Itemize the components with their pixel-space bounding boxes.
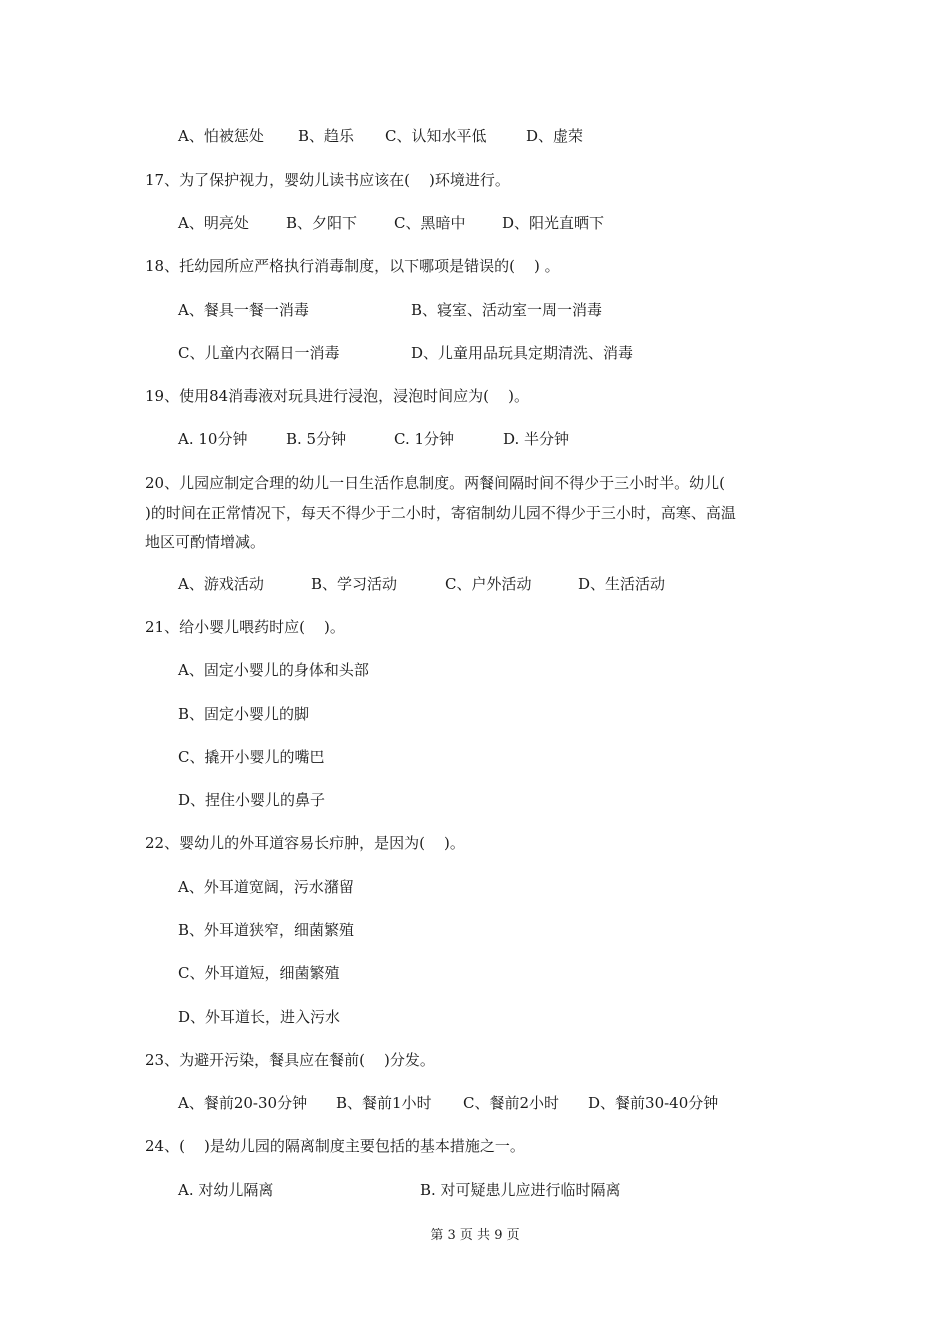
q23-stem: 23、为避开污染，餐具应在餐前( )分发。 [145,1051,435,1069]
q20-stem-line-2: )的时间在正常情况下，每天不得少于二小时，寄宿制幼儿园不得少于三小时，高寒、高温 [145,504,736,522]
q23-option-b: B、餐前1小时 [336,1094,432,1112]
q16-option-c: C、认知水平低 [385,127,487,145]
q21-option-d: D、捏住小婴儿的鼻子 [178,791,326,809]
q16-option-d: D、虚荣 [526,127,584,145]
q17-option-c: C、黑暗中 [394,214,466,232]
q21-option-a: A、固定小婴儿的身体和头部 [178,661,369,679]
q19-option-b: B. 5分钟 [286,430,347,448]
q20-stem-line-3: 地区可酌情增减。 [145,533,266,551]
q22-option-d: D、外耳道长，进入污水 [178,1008,341,1026]
q24-option-b: B. 对可疑患儿应进行临时隔离 [420,1181,621,1199]
q23-option-c: C、餐前2小时 [463,1094,560,1112]
q22-option-c: C、外耳道短，细菌繁殖 [178,964,340,982]
q16-option-b: B、趋乐 [298,127,355,145]
q20-option-c: C、户外活动 [445,575,532,593]
q17-stem: 17、为了保护视力，婴幼儿读书应该在( )环境进行。 [145,171,510,189]
q21-stem: 21、给小婴儿喂药时应( )。 [145,618,345,636]
q24-stem: 24、( )是幼儿园的隔离制度主要包括的基本措施之一。 [145,1137,525,1155]
q22-option-a: A、外耳道宽阔，污水潴留 [178,878,354,896]
q18-option-d: D、儿童用品玩具定期清洗、消毒 [411,344,634,362]
q19-option-a: A. 10分钟 [178,430,248,448]
q18-option-a: A、餐具一餐一消毒 [178,301,309,319]
q23-option-a: A、餐前20-30分钟 [178,1094,308,1112]
q22-option-b: B、外耳道狭窄，细菌繁殖 [178,921,355,939]
q21-option-c: C、撬开小婴儿的嘴巴 [178,748,325,766]
q19-stem: 19、使用84消毒液对玩具进行浸泡，浸泡时间应为( )。 [145,387,529,405]
q20-stem-line-1: 20、儿园应制定合理的幼儿一日生活作息制度。两餐间隔时间不得少于三小时半。幼儿( [145,474,725,492]
q18-stem: 18、托幼园所应严格执行消毒制度，以下哪项是错误的( ) 。 [145,257,560,275]
q22-stem: 22、婴幼儿的外耳道容易长疖肿，是因为( )。 [145,834,465,852]
q23-option-d: D、餐前30-40分钟 [588,1094,719,1112]
q17-option-d: D、阳光直晒下 [502,214,605,232]
q17-option-a: A、明亮处 [178,214,249,232]
page-footer: 第 3 页 共 9 页 [430,1228,520,1243]
q17-option-b: B、夕阳下 [286,214,358,232]
q19-option-c: C. 1分钟 [394,430,455,448]
q16-option-a: A、怕被惩处 [178,127,264,145]
q20-option-b: B、学习活动 [311,575,398,593]
q20-option-d: D、生活活动 [578,575,666,593]
q18-option-b: B、寝室、活动室一周一消毒 [411,301,603,319]
q19-option-d: D. 半分钟 [503,430,570,448]
q20-option-a: A、游戏活动 [178,575,264,593]
q21-option-b: B、固定小婴儿的脚 [178,705,310,723]
q24-option-a: A. 对幼儿隔离 [178,1181,274,1199]
q18-option-c: C、儿童内衣隔日一消毒 [178,344,340,362]
